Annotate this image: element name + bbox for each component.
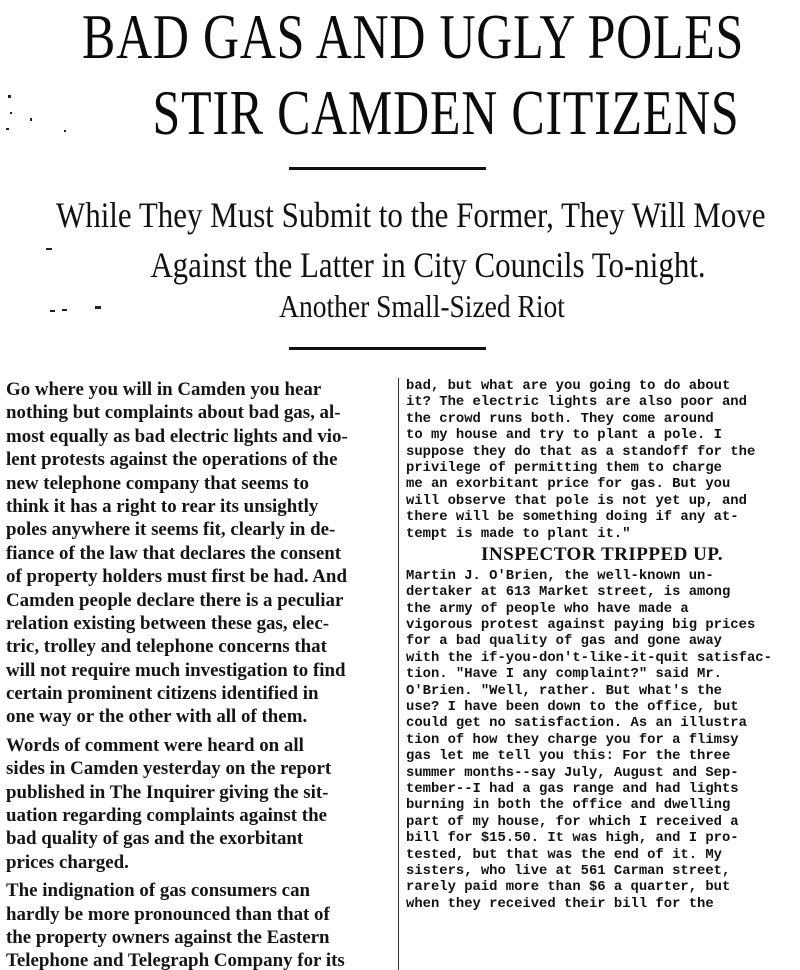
body-text-line: The indignation of gas consumers can	[6, 880, 311, 902]
body-text-line: of property holders must first be had. And	[6, 566, 347, 588]
body-text-line: the crowd runs both. They come around	[406, 410, 714, 427]
deck-rule	[289, 347, 486, 350]
body-text-line: Camden people declare there is a peculiar	[6, 589, 344, 611]
body-text-line: part of my house, for which I received a	[406, 813, 739, 830]
body-text-line: Words of comment were heard on all	[6, 734, 304, 756]
body-text-line: poles anywhere it seems fit, clearly in de-	[6, 519, 336, 541]
body-text-line: summer months--say July, August and Sep-	[406, 764, 739, 781]
ink-speck	[30, 118, 32, 121]
body-text-line: there will be something doing if any at-	[406, 509, 739, 526]
body-text-line: tempt is made to plant it."	[406, 525, 631, 542]
body-text-line: dertaker at 613 Market street, is among	[406, 584, 731, 601]
ink-speck	[10, 112, 12, 114]
body-text-line: tember--I had a gas range and had lights	[406, 780, 739, 797]
article-column-left	[6, 378, 392, 970]
column-divider	[398, 378, 399, 970]
body-text-line: Telephone and Telegraph Company for its	[6, 950, 345, 970]
deck-line-2: Against the Latter in City Councils To-night.	[150, 245, 706, 285]
body-text-line: it? The electric lights are also poor and	[406, 394, 747, 411]
body-text-line: one way or the other with all of them.	[6, 706, 308, 728]
body-text-line: O'Brien. "Well, rather. But what's the	[406, 682, 723, 699]
body-text-line: me an exorbitant price for gas. But you	[406, 476, 731, 493]
body-text-line: to my house and try to plant a pole. I	[406, 427, 723, 444]
deck-line-1: While They Must Submit to the Former, They Will Move	[56, 195, 766, 235]
ink-speck	[8, 95, 11, 98]
body-text-line: with the if-you-don't-like-it-quit satisfac-	[406, 649, 772, 666]
headline-line-1: BAD GAS AND UGLY POLES	[82, 1, 745, 72]
body-text-line: bad quality of gas and the exorbitant	[6, 828, 304, 850]
body-text-line: bad, but what are you going to do about	[406, 378, 731, 394]
body-text-line: the army of people who have made a	[406, 600, 689, 617]
body-text-line: vigorous protest against paying big prices	[406, 617, 756, 634]
body-text-line: the property owners against the Eastern	[6, 926, 330, 948]
body-text-line: suppose they do that as a standoff for the	[406, 443, 756, 460]
body-text-line: Martin J. O'Brien, the well-known un-	[406, 567, 714, 584]
body-text-line: certain prominent citizens identified in	[6, 683, 319, 705]
article-column-right	[406, 378, 798, 970]
body-text-line: privilege of permitting them to charge	[406, 459, 723, 476]
body-text-line: sisters, who live at 561 Carman street,	[406, 862, 731, 879]
body-text-line: could get no satisfaction. As an illustra	[406, 715, 747, 732]
ink-speck	[62, 309, 67, 311]
headline-rule	[289, 167, 486, 170]
headline-line-2: STIR CAMDEN CITIZENS	[152, 77, 740, 148]
section-subhead: INSPECTOR TRIPPED UP.	[481, 543, 723, 565]
body-text-line: prices charged.	[6, 851, 129, 873]
body-text-line: tric, trolley and telephone concerns that	[6, 636, 327, 658]
body-text-line: new telephone company that seems to	[6, 472, 309, 494]
deck-line-3: Another Small-Sized Riot	[279, 288, 565, 324]
body-text-line: fiance of the law that declares the consent	[6, 542, 342, 564]
body-text-line: relation existing between these gas, elec-	[6, 612, 330, 634]
body-text-line: gas let me tell you this: For the three	[406, 748, 731, 765]
body-text-line: rarely paid more than $6 a quarter, but	[406, 879, 731, 896]
body-text-line: hardly be more pronounced than that of	[6, 903, 330, 925]
body-text-line: think it has a right to rear its unsightly	[6, 495, 319, 517]
body-text-line: burning in both the office and dwelling	[406, 797, 731, 814]
body-text-line: Go where you will in Camden you hear	[6, 379, 322, 400]
body-text-line: uation regarding complaints against the	[6, 805, 328, 827]
ink-speck	[6, 128, 9, 130]
body-text-line: most equally as bad electric lights and vio-	[6, 425, 348, 447]
ink-speck	[50, 310, 55, 312]
body-text-line: use? I have been down to the office, but	[406, 699, 739, 716]
body-text-line: published in The Inquirer giving the sit-	[6, 781, 329, 803]
ink-speck	[46, 248, 52, 250]
ink-speck	[64, 130, 66, 132]
body-text-line: for a bad quality of gas and gone away	[406, 633, 723, 650]
body-text-line: tested, but that was the end of it. My	[406, 846, 723, 863]
body-text-line: will observe that pole is not yet up, and	[406, 492, 747, 509]
body-text-line: sides in Camden yesterday on the report	[6, 758, 332, 780]
body-text-line: when they received their bill for the	[406, 895, 714, 912]
body-text-line: tion. "Have I any complaint?" said Mr.	[406, 666, 723, 683]
body-text-line: lent protests against the operations of the	[6, 449, 338, 471]
body-text-line: tion of how they charge you for a flimsy	[406, 731, 739, 748]
body-text-line: will not require much investigation to find	[6, 659, 346, 681]
body-text-line: nothing but complaints about bad gas, al-	[6, 402, 341, 424]
body-text-line: bill for $15.50. It was high, and I pro-	[406, 830, 739, 847]
